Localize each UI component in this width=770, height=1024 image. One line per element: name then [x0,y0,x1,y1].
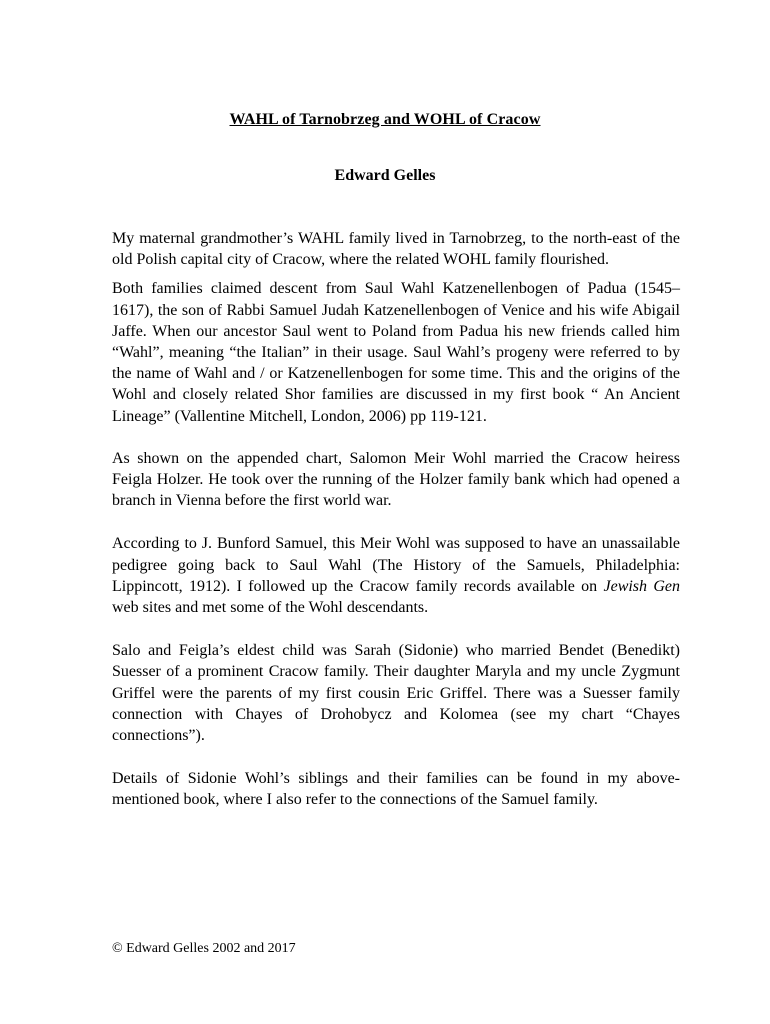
paragraph-suesser: Salo and Feigla’s eldest child was Sarah (Sidonie) who married Bendet (Benedikt) Suesser of a prominent Cracow family. Their daughter Maryla and my uncle Zygmunt Griffel were the parents of my first cousin Eric Griffel. There was a Suesser family connection with Chayes of Drohobycz and Kolomea (see my chart “Chayes connections”). [112,642,680,745]
document-author: Edward Gelles [334,167,436,184]
paragraph-siblings: Details of Sidonie Wohl’s siblings and their families can be found in my above-mentioned book, where I also refer to the connections of the Samuel family. [112,770,680,809]
copyright-footer: © Edward Gelles 2002 and 2017 [112,941,296,956]
jewish-gen-italic: Jewish Gen [603,577,680,595]
paragraph-pedigree [112,533,680,618]
document-body [112,228,680,811]
paragraph-descent: Both families claimed descent from Saul Wahl Katzenellenbogen of Padua (1545–1617), the son of Rabbi Samuel Judah Katzenellenbogen of Venice and his wife Abigail Jaffe. When our ancestor Saul went to Poland from Padua his new friends called him “Wahl”, meaning “the Italian” in their usage. Saul Wahl’s progeny were referred to by the name of Wahl and / or Katzenellenbogen for some time. This and the origins of the Wohl and closely related Shor families are discussed in my first book “ An Ancient Lineage” (Vallentine Mitchell, London, 2006) pp 119-121. [112,280,680,425]
document-title: WAHL of Tarnobrzeg and WOHL of Cracow [229,111,541,128]
paragraph-intro: My maternal grandmother’s WAHL family lived in Tarnobrzeg, to the north-east of the old Polish capital city of Cracow, where the related WOHL family flourished. [112,230,680,269]
paragraph-chart-marriage: As shown on the appended chart, Salomon Meir Wohl married the Cracow heiress Feigla Holzer. He took over the running of the Holzer family bank which had opened a branch in Vienna before the first world war. [112,449,680,510]
pedigree-text-after: web sites and met some of the Wohl descendants. [112,599,429,617]
pedigree-text-before: According to J. Bunford Samuel, this Meir Wohl was supposed to have an unassailable pedigree going back to Saul Wahl (The History of the Samuels, Philadelphia: Lippincott, 1912). I followed up the Cracow family records available on [112,535,680,595]
